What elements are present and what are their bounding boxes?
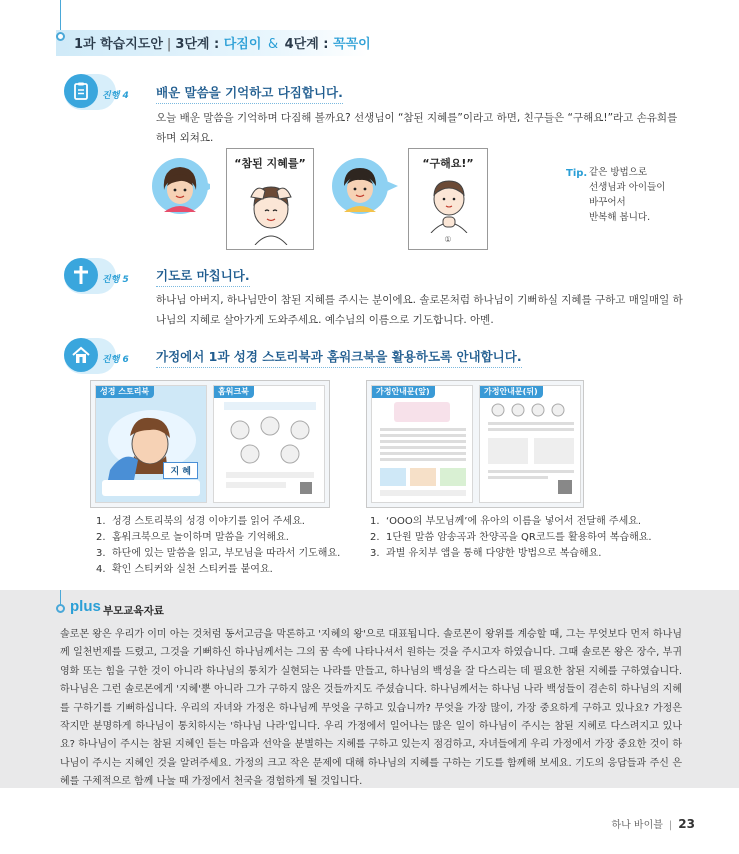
header-divider: | (166, 37, 172, 52)
storybook-footer-strip (102, 480, 200, 496)
tip-line: 같은 방법으로 (589, 167, 648, 178)
storybook-label: 성경 스토리북 (95, 385, 154, 398)
step5-title: 기도로 마칩니다. (156, 266, 250, 287)
step6-title: 가정에서 1과 성경 스토리북과 홈워크북을 활용하도록 안내합니다. (156, 347, 522, 368)
gesture-frame-wisdom (226, 148, 314, 250)
step4-title: 배운 말씀을 기억하고 다짐합니다. (156, 83, 343, 104)
gesture-marker: ① (444, 235, 452, 244)
step6-tag: 진행 6 (102, 355, 129, 365)
step4-tag: 진행 4 (102, 91, 129, 101)
page-title (74, 33, 371, 52)
student-illustration (330, 156, 400, 216)
home-guide-thumbnails (366, 380, 584, 508)
plus-dot (56, 604, 65, 613)
home-guide-back-thumbnail (479, 385, 581, 503)
home-guide-front-thumbnail (371, 385, 473, 503)
list-item: 3. 과별 유치부 앱을 통해 다양한 방법으로 복습해요. (370, 548, 602, 559)
gesture-caption-ask: “구해요!” (422, 157, 474, 170)
list-item: 2. 홈워크북으로 놀이하며 말씀을 기억해요. (96, 532, 289, 543)
house-icon (64, 338, 98, 372)
child-hands-on-head-illustration (241, 175, 301, 245)
step4-body: 오늘 배운 말씀을 기억하며 다짐해 볼까요? 선생님이 “참된 지혜를”이라고 하면, 친구들은 “구해요!”라고 손유희를 하며 외쳐요. (156, 112, 678, 144)
page-footer (611, 816, 695, 831)
list-item: 3. 하단에 있는 말씀을 읽고, 부모님을 따라서 기도해요. (96, 548, 341, 559)
workbook-label: 홈워크북 (213, 385, 254, 398)
storybook-thumbnail (95, 385, 207, 503)
clipboard-icon (64, 74, 98, 108)
storybook-thumbnails (90, 380, 330, 508)
step5-tag: 진행 5 (102, 275, 129, 285)
step3-prefix: 3단계 : (175, 37, 220, 52)
book-name: 하나 바이블 (611, 820, 663, 831)
list-item: 2. 1단원 말씀 암송곡과 찬양곡을 QR코드를 활용하여 복습해요. (370, 532, 652, 543)
tip-label: Tip. (566, 168, 588, 179)
plus-logo: plus (70, 598, 101, 615)
step4-prefix: 4단계 : (284, 37, 329, 52)
child-praying-illustration (419, 173, 479, 233)
header-amp: & (267, 37, 279, 52)
cross-icon (64, 258, 98, 292)
step3-name: 다짐이 (223, 37, 262, 52)
page-number: 23 (678, 817, 695, 831)
tip-line: 반복해 봅니다. (589, 212, 651, 223)
list-item: 4. 확인 스티커와 실천 스티커를 붙여요. (96, 564, 273, 575)
tip-line: 바꾸어서 (589, 197, 626, 208)
home-guide-back-label: 가정안내문(뒤) (479, 385, 543, 398)
list-item: 1. ‘OOO의 부모님께’에 유아의 이름을 넣어서 전달해 주세요. (370, 516, 642, 527)
storybook-guide-list (96, 514, 340, 578)
tip-line: 선생님과 아이들이 (589, 182, 666, 193)
tip-text (589, 165, 665, 225)
gesture-caption-wisdom: “참된 지혜를” (234, 157, 306, 170)
plus-body: 솔로몬 왕은 우리가 이미 아는 것처럼 동서고금을 막론하고 '지혜의 왕'으로 대표됩니다. 솔로몬이 왕위를 계승할 때, 그는 무엇보다 먼저 하나님께 일천번제를 드렸고, 그것을 기뻐하신 하나님께서는 그의 꿈 속에 나타나셔서 원하는 것을 주시고자 하였습니다. 그때 솔로몬 왕은 장수, 부귀영화 또는 힘을 구한 것이 아니라 하나님의 통치가 실현되는 나라를 만들고, 하나님의 백성을 잘 다스리는 데 필요한 참된 지혜를 구하였습니다. 하나님은 그런 솔로몬에게 '지혜'뿐 아니라 그가 구하지 않은 것들까지도 주셨습니다. 하나님께서는 하나님 나라 백성들이 겸손히 하나님의 지혜를 구하기를 기뻐하십니다. 우리의 자녀와 가정은 하나님께 무엇을 구하고 있습니까? 무엇을 가장 많이, 가장 중요하게 구하고 있나요? 가정은 작지만 분명하게 하나님이 통치하시는 '하나님 나라'입니다. 우리 가정에서 일어나는 많은 일이 하나님이 주시는 참된 지혜로 다스려지고 있나요? 하나님이 주시는 참된 지혜인 듣는 마음과 선악을 분별하는 지혜를 구하고 있는지 점검하고, 자녀들에게 우리 가정에서 가장 중요한 것이 하나님이 주시는 지혜인 것을 알려주세요. 가정의 크고 작은 문제에 대해 하나님의 지혜를 구하는 기도를 함께해 보세요. 기도의 응답들과 주신 은혜를 구체적으로 함께 나눌 때 가정에서 천국을 경험하게 될 것입니다. (60, 629, 682, 788)
storybook-word: 지 혜 (163, 462, 198, 479)
step4-name: 꼭꼭이 (333, 37, 371, 52)
home-guide-front-label: 가정안내문(앞) (371, 385, 435, 398)
step5-body: 하나님 아버지, 하나님만이 참된 지혜를 주시는 분이에요. 솔로몬처럼 하나님이 기뻐하실 지혜를 구하고 매일매일 하나님의 지혜로 살아가게 도와주세요. 예수님의 이름으로 기도합니다. 아멘. (156, 294, 683, 326)
teacher-illustration (150, 156, 210, 216)
list-item: 1. 성경 스토리북의 성경 이야기를 읽어 주세요. (96, 516, 305, 527)
lesson-label: 1과 학습지도안 (74, 37, 163, 52)
footer-divider: | (668, 820, 673, 831)
workbook-thumbnail (213, 385, 325, 503)
plus-title: 부모교육자료 (103, 605, 164, 617)
header-dot (56, 32, 65, 41)
home-guide-list (370, 514, 652, 562)
gesture-frame-ask (408, 148, 488, 250)
